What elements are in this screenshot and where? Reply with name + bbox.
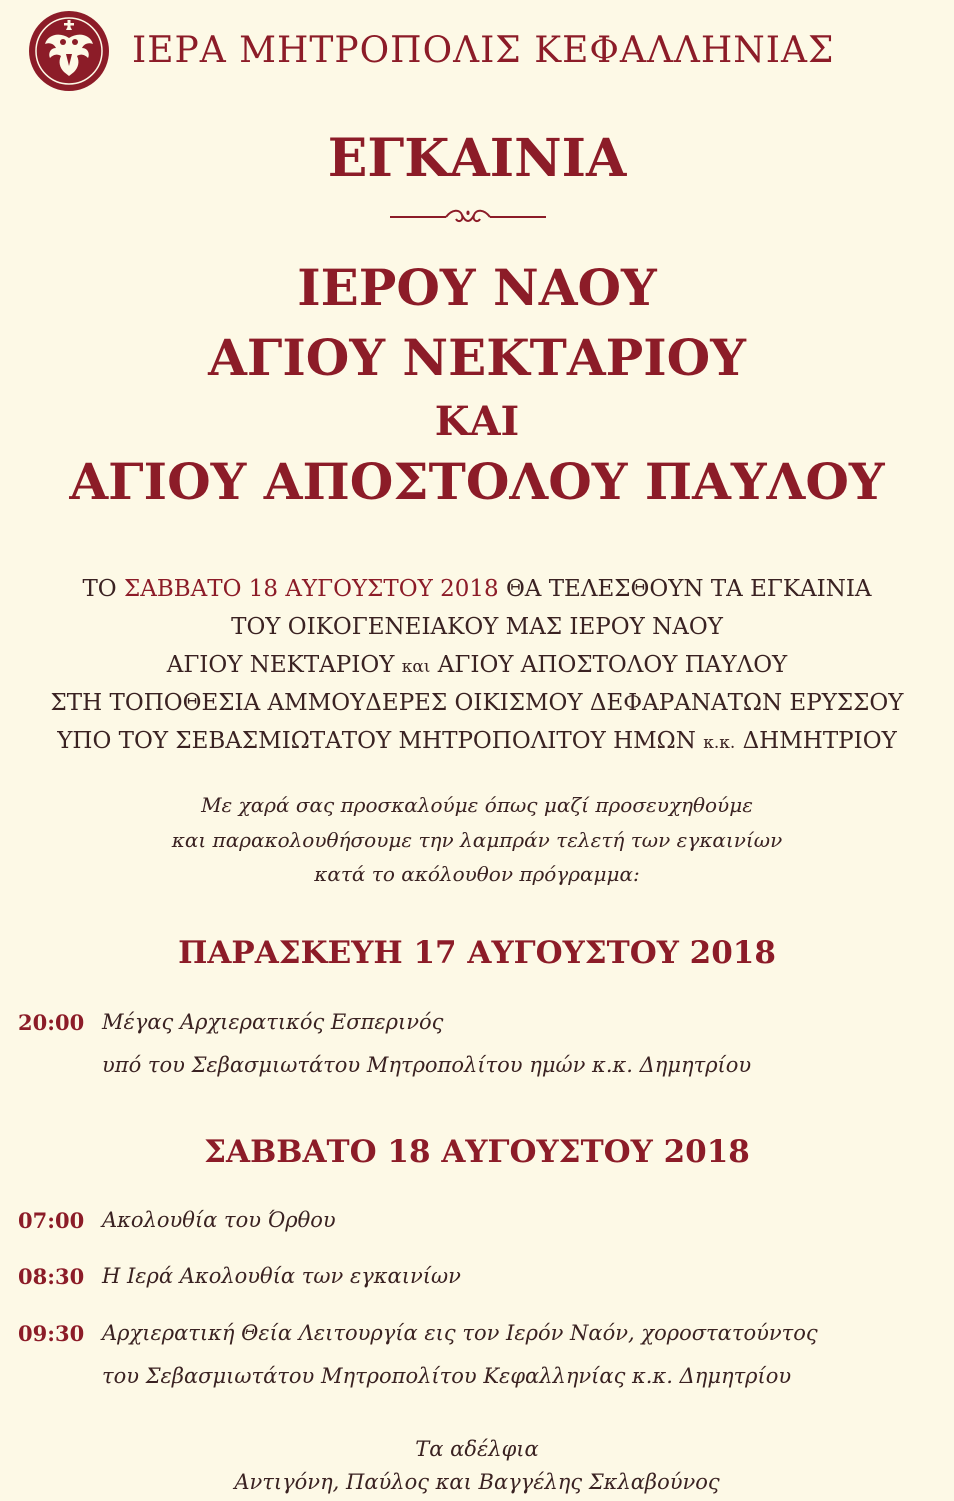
announcement-line: ΣΤΗ ΤΟΠΟΘΕΣΙΑ ΑΜΜΟΥΔΕΡΕΣ ΟΙΚΙΣΜΟΥ ΔΕΦΑΡΑΝΑΤΩΝ ΕΡΥΣΣΟΥ [50, 690, 904, 716]
schedule-time: 20:00 [18, 1010, 85, 1035]
main-title: ΕΓΚΑΙΝΙΑ [327, 128, 627, 189]
header-title: ΙΕΡΑ ΜΗΤΡΟΠΟΛΙΣ ΚΕΦΑΛΛΗΝΙΑΣ [132, 30, 835, 71]
announcement-text: κ.κ. [703, 733, 736, 753]
schedule-description: Αρχιερατική Θεία Λειτουργία εις τον Ιερόν Ναόν, χοροστατούντος [102, 1321, 818, 1345]
header [28, 10, 928, 94]
announcement-text: και [401, 657, 431, 677]
signature-names: Αντιγόνη, Παύλος και Βαγγέλης Σκλαβούνος [234, 1470, 720, 1494]
day-heading-saturday: ΣΑΒΒΑΤΟ 18 ΑΥΓΟΥΣΤΟΥ 2018 [204, 1134, 750, 1170]
day-heading-friday: ΠΑΡΑΣΚΕΥΗ 17 ΑΥΓΟΥΣΤΟΥ 2018 [178, 935, 776, 971]
church-name-line: ΑΓΙΟΥ ΝΕΚΤΑΡΙΟΥ [208, 328, 746, 387]
ornament-divider-icon [388, 205, 548, 229]
schedule-description: του Σεβασμιωτάτου Μητροπολίτου Κεφαλληνίας κ.κ. Δημητρίου [102, 1364, 792, 1388]
schedule-description: Ακολουθία του Όρθου [102, 1208, 336, 1232]
schedule-description: Η Ιερά Ακολουθία των εγκαινίων [102, 1264, 461, 1288]
announcement-line [0, 652, 954, 678]
church-name-line: ΑΓΙΟΥ ΑΠΟΣΤΟΛΟΥ ΠΑΥΛΟΥ [69, 452, 885, 511]
announcement-date: ΣΑΒΒΑΤΟ 18 ΑΥΓΟΥΣΤΟΥ 2018 [123, 576, 499, 602]
church-name-line: ΙΕΡΟΥ ΝΑΟΥ [297, 258, 657, 317]
announcement-line [0, 576, 954, 602]
schedule-time: 08:30 [18, 1264, 85, 1289]
schedule-description: Μέγας Αρχιερατικός Εσπερινός [102, 1010, 444, 1034]
schedule-description: υπό του Σεβασμιωτάτου Μητροπολίτου ημών κ.κ. Δημητρίου [102, 1053, 752, 1077]
announcement-text: ΥΠΟ ΤΟΥ ΣΕΒΑΣΜΙΩΤΑΤΟΥ ΜΗΤΡΟΠΟΛΙΤΟΥ ΗΜΩΝ [57, 728, 696, 754]
announcement-text: ΘΑ ΤΕΛΕΣΘΟΥΝ ΤΑ ΕΓΚΑΙΝΙΑ [505, 576, 872, 602]
announcement-text: ΤΟ [82, 576, 117, 602]
announcement-text: ΑΓΙΟΥ ΑΠΟΣΤΟΛΟΥ ΠΑΥΛΟΥ [437, 652, 788, 678]
church-name-conjunction: ΚΑΙ [434, 398, 520, 445]
schedule-time: 09:30 [18, 1321, 85, 1346]
announcement-line: ΤΟΥ ΟΙΚΟΓΕΝΕΙΑΚΟΥ ΜΑΣ ΙΕΡΟΥ ΝΑΟΥ [231, 614, 723, 640]
invitation-line: και παρακολουθήσουμε την λαμπράν τελετή των εγκαινίων [171, 828, 783, 852]
signature-line: Τα αδέλφια [415, 1437, 539, 1461]
announcement-text: ΔΗΜΗΤΡΙΟΥ [742, 728, 897, 754]
schedule-time: 07:00 [18, 1208, 85, 1233]
invitation-line: Με χαρά σας προσκαλούμε όπως μαζί προσευχηθούμε [201, 793, 753, 817]
invitation-line: κατά το ακόλουθον πρόγραμμα: [314, 862, 640, 886]
announcement-text: ΑΓΙΟΥ ΝΕΚΤΑΡΙΟΥ [166, 652, 395, 678]
announcement-line [0, 728, 954, 754]
double-headed-eagle-seal-icon [28, 10, 110, 92]
